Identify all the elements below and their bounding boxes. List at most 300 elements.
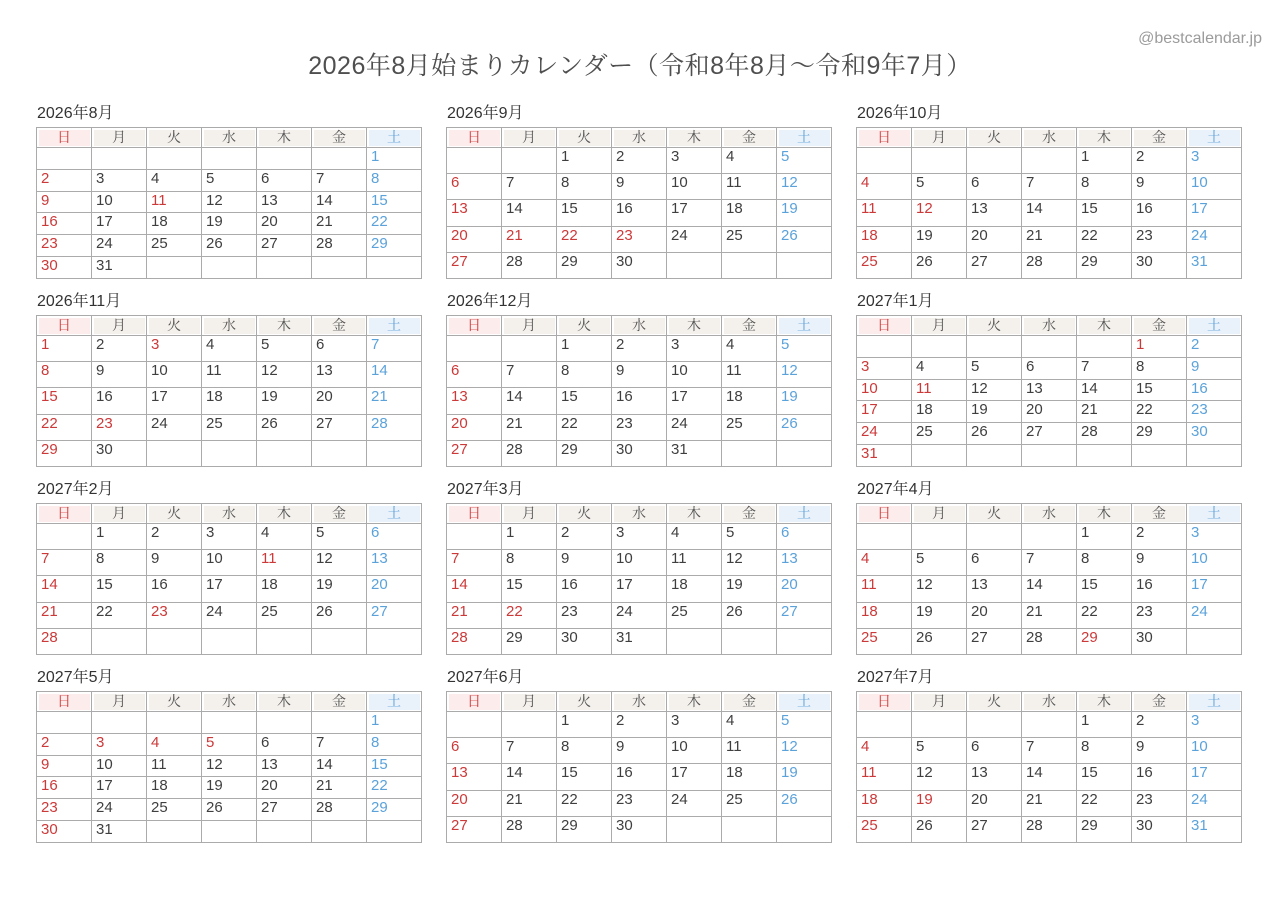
month-title: 2027年2月 [37,481,114,498]
day-cell: 17 [1187,576,1242,602]
empty-day-cell [1132,445,1187,467]
weekday-header: 日 [447,692,502,712]
day-cell: 9 [1132,738,1187,764]
week-row [857,445,1242,467]
day-cell: 22 [92,602,147,628]
day-cell: 27 [967,252,1022,278]
day-cell: 17 [667,764,722,790]
empty-day-cell [202,440,257,466]
day-cell: 1 [502,524,557,550]
day-cell: 14 [502,200,557,226]
day-cell: 28 [1022,252,1077,278]
weekday-header: 土 [777,692,832,712]
empty-day-cell [722,816,777,842]
day-cell: 11 [147,191,202,213]
day-cell: 15 [557,764,612,790]
day-cell: 11 [257,550,312,576]
month-title: 2026年10月 [857,105,943,122]
empty-day-cell [777,816,832,842]
day-cell: 1 [1077,712,1132,738]
day-cell: 22 [1077,226,1132,252]
weekday-header: 月 [912,504,967,524]
weekday-header: 水 [612,316,667,336]
day-cell: 28 [1022,628,1077,654]
empty-day-cell [1022,336,1077,358]
day-cell: 23 [557,602,612,628]
empty-day-cell [912,524,967,550]
day-cell: 5 [202,733,257,755]
day-cell: 4 [147,733,202,755]
day-cell: 2 [612,712,667,738]
day-cell: 3 [857,357,912,379]
empty-day-cell [777,440,832,466]
empty-day-cell [447,336,502,362]
week-row [857,401,1242,423]
day-cell: 10 [92,755,147,777]
day-cell: 27 [777,602,832,628]
day-cell: 12 [912,576,967,602]
day-cell: 12 [777,174,832,200]
empty-day-cell [312,712,367,734]
day-cell: 27 [257,235,312,257]
weekday-header: 火 [967,128,1022,148]
week-row [857,336,1242,358]
day-cell: 25 [147,799,202,821]
empty-day-cell [367,257,422,279]
day-cell: 21 [1022,226,1077,252]
day-cell: 10 [612,550,667,576]
day-cell: 3 [202,524,257,550]
day-cell: 28 [447,628,502,654]
day-cell: 9 [147,550,202,576]
day-cell: 11 [722,738,777,764]
weekday-header: 金 [312,316,367,336]
day-cell: 1 [557,336,612,362]
day-cell: 12 [967,379,1022,401]
weekday-header: 土 [777,504,832,524]
day-cell: 27 [447,440,502,466]
day-cell: 5 [722,524,777,550]
day-cell: 15 [92,576,147,602]
day-cell: 21 [502,790,557,816]
day-cell: 16 [1132,764,1187,790]
day-cell: 26 [967,423,1022,445]
day-cell: 15 [557,200,612,226]
week-row [857,524,1242,550]
day-cell: 5 [777,336,832,362]
weekday-header: 土 [777,128,832,148]
week-row [447,550,832,576]
weekday-header-row [447,692,832,712]
weekday-header: 水 [612,504,667,524]
day-cell: 27 [967,628,1022,654]
day-cell: 22 [367,777,422,799]
weekday-header: 木 [257,692,312,712]
weekday-header: 土 [1187,692,1242,712]
empty-day-cell [202,257,257,279]
weekday-header: 月 [502,692,557,712]
day-cell: 20 [777,576,832,602]
weekday-header: 日 [37,692,92,712]
weekday-header: 月 [92,504,147,524]
week-row [37,414,422,440]
empty-day-cell [367,440,422,466]
day-cell: 19 [912,226,967,252]
day-cell: 14 [1022,200,1077,226]
day-cell: 1 [1077,524,1132,550]
empty-day-cell [1022,712,1077,738]
weekday-header: 金 [312,504,367,524]
day-cell: 21 [502,226,557,252]
day-cell: 19 [777,200,832,226]
day-cell: 4 [857,550,912,576]
day-cell: 13 [312,362,367,388]
weekday-header: 土 [367,128,422,148]
weekday-header: 金 [1132,128,1187,148]
month-calendar [856,668,1242,843]
day-cell: 10 [147,362,202,388]
month-calendar [856,104,1242,279]
weekday-header: 日 [37,504,92,524]
day-cell: 31 [92,821,147,843]
day-cell: 31 [92,257,147,279]
month-calendar [446,668,832,843]
day-cell: 3 [1187,148,1242,174]
weekday-header: 日 [37,316,92,336]
empty-day-cell [722,252,777,278]
day-cell: 24 [1187,790,1242,816]
month-title: 2026年12月 [447,293,533,310]
day-cell: 16 [612,388,667,414]
day-cell: 12 [312,550,367,576]
weekday-header: 火 [147,128,202,148]
month-table-body [37,524,422,655]
day-cell: 6 [777,524,832,550]
week-row [857,148,1242,174]
day-cell: 29 [1077,816,1132,842]
day-cell: 25 [722,226,777,252]
empty-day-cell [1022,445,1077,467]
month-title: 2026年8月 [37,105,114,122]
day-cell: 2 [1132,524,1187,550]
day-cell: 31 [667,440,722,466]
day-cell: 14 [502,388,557,414]
weekday-header: 火 [557,504,612,524]
day-cell: 16 [1187,379,1242,401]
day-cell: 23 [147,602,202,628]
week-row [857,628,1242,654]
weekday-header: 木 [667,692,722,712]
day-cell: 16 [37,777,92,799]
empty-day-cell [202,148,257,170]
day-cell: 1 [92,524,147,550]
empty-day-cell [667,252,722,278]
weekday-header: 日 [857,504,912,524]
day-cell: 24 [92,235,147,257]
day-cell: 3 [612,524,667,550]
day-cell: 29 [37,440,92,466]
day-cell: 2 [92,336,147,362]
day-cell: 29 [557,252,612,278]
day-cell: 10 [92,191,147,213]
day-cell: 2 [1132,712,1187,738]
week-row [447,576,832,602]
day-cell: 18 [722,764,777,790]
day-cell: 1 [367,148,422,170]
day-cell: 9 [612,362,667,388]
empty-day-cell [912,336,967,358]
empty-day-cell [447,148,502,174]
day-cell: 23 [1132,226,1187,252]
day-cell: 22 [502,602,557,628]
day-cell: 2 [557,524,612,550]
day-cell: 11 [147,755,202,777]
day-cell: 9 [612,174,667,200]
day-cell: 15 [1077,576,1132,602]
day-cell: 17 [147,388,202,414]
day-cell: 24 [147,414,202,440]
day-cell: 2 [37,169,92,191]
day-cell: 12 [257,362,312,388]
day-cell: 19 [202,777,257,799]
weekday-header: 金 [312,692,367,712]
day-cell: 9 [557,550,612,576]
weekday-header: 水 [1022,316,1077,336]
empty-day-cell [312,440,367,466]
day-cell: 28 [1077,423,1132,445]
day-cell: 11 [857,200,912,226]
day-cell: 22 [557,414,612,440]
weekday-header: 月 [502,128,557,148]
month-table [36,503,422,655]
empty-day-cell [722,440,777,466]
week-row [37,213,422,235]
day-cell: 14 [502,764,557,790]
week-row [447,816,832,842]
day-cell: 18 [912,401,967,423]
week-row [37,755,422,777]
day-cell: 8 [502,550,557,576]
day-cell: 27 [447,252,502,278]
empty-day-cell [147,821,202,843]
weekday-header: 月 [912,692,967,712]
day-cell: 1 [367,712,422,734]
day-cell: 15 [502,576,557,602]
month-table [36,691,422,843]
day-cell: 20 [257,213,312,235]
day-cell: 18 [147,213,202,235]
day-cell: 24 [202,602,257,628]
day-cell: 6 [967,550,1022,576]
day-cell: 9 [1187,357,1242,379]
empty-day-cell [447,712,502,738]
weekday-header: 火 [557,128,612,148]
weekday-header: 月 [92,128,147,148]
day-cell: 30 [1132,252,1187,278]
day-cell: 26 [912,252,967,278]
day-cell: 26 [257,414,312,440]
day-cell: 3 [1187,524,1242,550]
empty-day-cell [202,821,257,843]
day-cell: 8 [37,362,92,388]
day-cell: 7 [367,336,422,362]
weekday-header-row [37,504,422,524]
empty-day-cell [857,336,912,358]
month-table [36,315,422,467]
weekday-header: 木 [667,316,722,336]
weekday-header: 水 [202,692,257,712]
week-row [37,148,422,170]
day-cell: 1 [1132,336,1187,358]
weekday-header: 木 [257,128,312,148]
day-cell: 2 [1132,148,1187,174]
month-calendar [36,292,422,467]
day-cell: 3 [92,169,147,191]
week-row [857,252,1242,278]
day-cell: 29 [557,440,612,466]
week-row [857,764,1242,790]
empty-day-cell [147,628,202,654]
day-cell: 19 [912,602,967,628]
day-cell: 21 [1022,602,1077,628]
empty-day-cell [912,712,967,738]
day-cell: 18 [722,388,777,414]
empty-day-cell [202,628,257,654]
day-cell: 21 [367,388,422,414]
day-cell: 6 [367,524,422,550]
month-table [446,691,832,843]
day-cell: 9 [1132,550,1187,576]
weekday-header: 土 [777,316,832,336]
day-cell: 16 [612,200,667,226]
day-cell: 21 [502,414,557,440]
day-cell: 3 [667,336,722,362]
day-cell: 8 [367,169,422,191]
day-cell: 17 [1187,200,1242,226]
empty-day-cell [857,524,912,550]
day-cell: 7 [502,174,557,200]
week-row [857,738,1242,764]
empty-day-cell [257,712,312,734]
week-row [857,226,1242,252]
day-cell: 1 [37,336,92,362]
week-row [447,440,832,466]
day-cell: 22 [367,213,422,235]
day-cell: 19 [777,388,832,414]
month-calendar [36,668,422,843]
week-row [37,362,422,388]
weekday-header-row [857,128,1242,148]
month-calendar [446,104,832,279]
day-cell: 25 [857,252,912,278]
weekday-header: 水 [1022,504,1077,524]
day-cell: 3 [1187,712,1242,738]
day-cell: 12 [202,191,257,213]
day-cell: 26 [777,790,832,816]
day-cell: 3 [147,336,202,362]
week-row [857,712,1242,738]
weekday-header: 土 [367,316,422,336]
weekday-header: 火 [147,692,202,712]
weekday-header-row [857,316,1242,336]
day-cell: 6 [447,174,502,200]
week-row [447,226,832,252]
week-row [447,790,832,816]
day-cell: 11 [722,174,777,200]
day-cell: 26 [912,628,967,654]
day-cell: 6 [257,733,312,755]
day-cell: 23 [1132,790,1187,816]
week-row [857,379,1242,401]
weekday-header: 木 [667,504,722,524]
empty-day-cell [967,445,1022,467]
day-cell: 18 [857,790,912,816]
day-cell: 7 [37,550,92,576]
day-cell: 30 [37,821,92,843]
day-cell: 26 [312,602,367,628]
day-cell: 24 [667,790,722,816]
weekday-header: 火 [967,316,1022,336]
day-cell: 12 [202,755,257,777]
day-cell: 10 [667,174,722,200]
empty-day-cell [502,336,557,362]
day-cell: 4 [857,738,912,764]
day-cell: 30 [612,440,667,466]
day-cell: 18 [857,226,912,252]
day-cell: 16 [92,388,147,414]
empty-day-cell [147,440,202,466]
month-table [36,127,422,279]
day-cell: 4 [667,524,722,550]
day-cell: 21 [447,602,502,628]
day-cell: 8 [1077,174,1132,200]
day-cell: 11 [722,362,777,388]
weekday-header: 日 [37,128,92,148]
day-cell: 19 [777,764,832,790]
day-cell: 23 [37,235,92,257]
day-cell: 4 [912,357,967,379]
day-cell: 25 [667,602,722,628]
day-cell: 6 [967,174,1022,200]
day-cell: 8 [92,550,147,576]
day-cell: 15 [1077,200,1132,226]
day-cell: 13 [447,200,502,226]
day-cell: 7 [312,169,367,191]
day-cell: 15 [37,388,92,414]
month-title: 2026年11月 [37,293,122,310]
day-cell: 21 [1022,790,1077,816]
day-cell: 16 [1132,200,1187,226]
day-cell: 30 [1132,816,1187,842]
day-cell: 13 [777,550,832,576]
month-table-body [447,524,832,655]
weekday-header: 水 [202,128,257,148]
weekday-header: 火 [967,504,1022,524]
day-cell: 18 [257,576,312,602]
day-cell: 17 [92,213,147,235]
calendar-grid [36,104,1243,843]
empty-day-cell [967,524,1022,550]
day-cell: 26 [777,226,832,252]
weekday-header: 日 [447,128,502,148]
month-table-body [857,336,1242,467]
day-cell: 23 [612,226,667,252]
week-row [37,777,422,799]
day-cell: 10 [1187,550,1242,576]
day-cell: 13 [967,200,1022,226]
day-cell: 5 [912,738,967,764]
day-cell: 8 [367,733,422,755]
